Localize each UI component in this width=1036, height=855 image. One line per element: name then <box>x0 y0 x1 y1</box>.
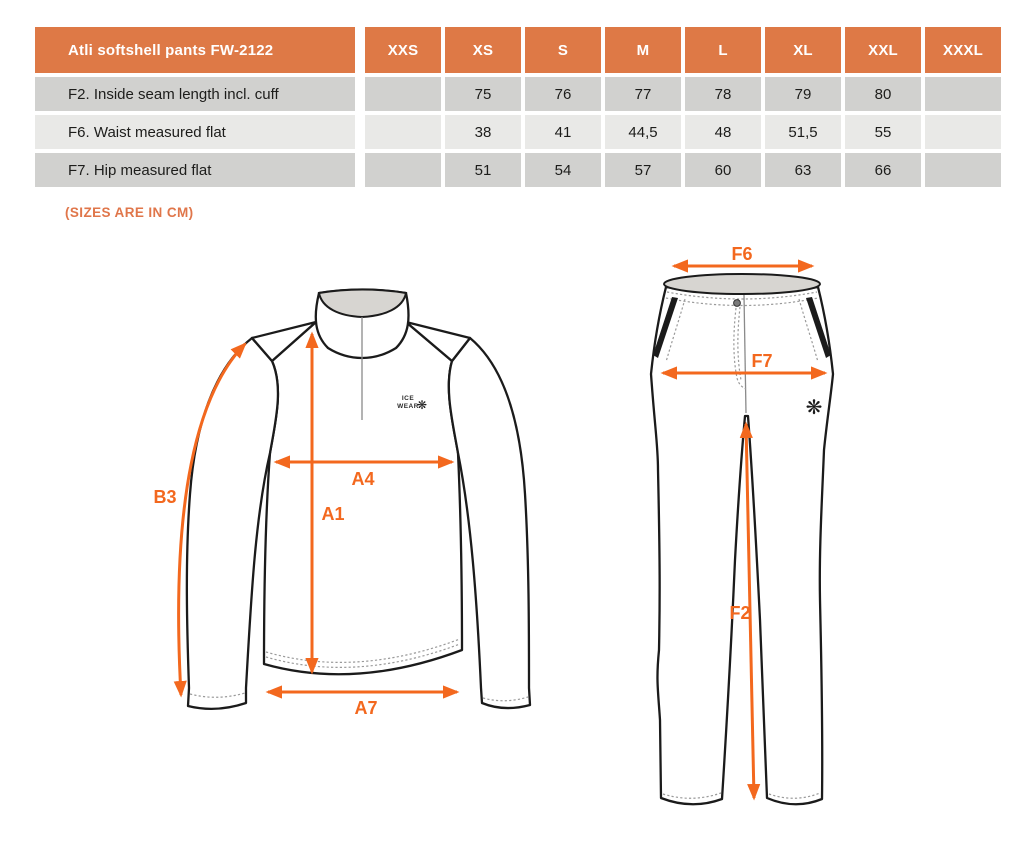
value-cell: 77 <box>605 77 681 111</box>
value-cell: 57 <box>605 153 681 187</box>
measure-label-f7: F7 <box>751 351 773 371</box>
size-header-xxl: XXL <box>845 27 921 73</box>
pants-body <box>651 287 833 804</box>
size-header-xl: XL <box>765 27 841 73</box>
icewear-snowflake-icon: ❋ <box>416 398 428 412</box>
waist-button <box>734 300 741 307</box>
size-header-xxxl: XXXL <box>925 27 1001 73</box>
value-cell: 66 <box>845 153 921 187</box>
icewear-logo-line1: ICE <box>401 395 415 402</box>
value-cell: 48 <box>685 115 761 149</box>
measure-label-a4: A4 <box>351 469 375 489</box>
value-cell: 78 <box>685 77 761 111</box>
pants-drawing <box>651 244 833 804</box>
value-cell: 60 <box>685 153 761 187</box>
pants-snowflake-icon: ❋ <box>805 395 823 419</box>
row-label-f6: F6. Waist measured flat <box>35 115 361 149</box>
value-cell: 54 <box>525 153 601 187</box>
table-title: Atli softshell pants FW-2122 <box>35 27 361 73</box>
value-cell: 44,5 <box>605 115 681 149</box>
measure-label-a1: A1 <box>321 504 345 524</box>
measure-label-f6: F6 <box>731 244 753 264</box>
size-header-xxs: XXS <box>365 27 441 73</box>
size-header-xs: XS <box>445 27 521 73</box>
value-cell: 41 <box>525 115 601 149</box>
size-header-l: L <box>685 27 761 73</box>
pullover-body <box>264 322 462 674</box>
size-header-m: M <box>605 27 681 73</box>
value-cell: 75 <box>445 77 521 111</box>
pullover-drawing <box>153 290 530 719</box>
icewear-logo-line2: WEAR <box>397 403 419 410</box>
value-cell: 55 <box>845 115 921 149</box>
measure-label-b3: B3 <box>153 487 177 507</box>
size-header-s: S <box>525 27 601 73</box>
pants-waistband-inside <box>664 274 820 294</box>
units-note: (SIZES ARE IN CM) <box>65 205 194 220</box>
measure-label-f2: F2 <box>729 603 751 623</box>
measure-label-a7: A7 <box>354 698 378 718</box>
value-cell: 38 <box>445 115 521 149</box>
row-label-f2: F2. Inside seam length incl. cuff <box>35 77 361 111</box>
value-cell: 80 <box>845 77 921 111</box>
value-cell: 51 <box>445 153 521 187</box>
value-cell: 51,5 <box>765 115 841 149</box>
row-label-f7: F7. Hip measured flat <box>35 153 361 187</box>
value-cell: 63 <box>765 153 841 187</box>
value-cell: 76 <box>525 77 601 111</box>
value-cell: 79 <box>765 77 841 111</box>
